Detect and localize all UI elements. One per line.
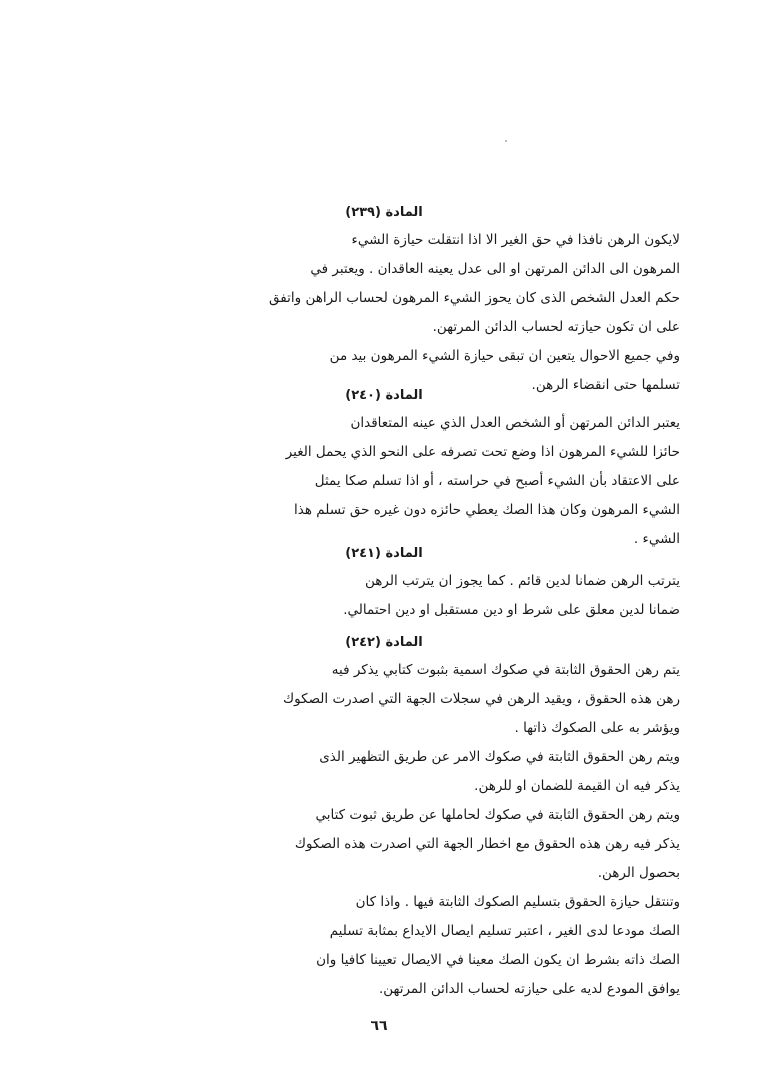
article-240 [88,383,680,554]
text-line: يذكر فيه ان القيمة للضمان او للرهن. [474,778,680,794]
text-line: لايكون الرهن نافذا في حق الغير الا اذا انتقلت حيازة الشيء [351,232,680,248]
text-line: ويتم رهن الحقوق الثابتة في صكوك الامر عن طريق التظهير الذى [319,749,680,765]
text-line: ويتم رهن الحقوق الثابتة في صكوك لحاملها عن طريق ثبوت كتابي [315,807,680,823]
text-line: يذكر فيه رهن هذه الحقوق مع اخطار الجهة التي اصدرت هذه الصكوك [294,836,680,852]
text-line: ضمانا لدين معلق على شرط او دين مستقبل او دين احتمالي. [343,602,680,618]
text-line: يتم رهن الحقوق الثابتة في صكوك اسمية بثبوت كتابي يذكر فيه [331,662,680,678]
text-line: الشيء . [633,531,680,547]
article-heading: المادة (٢٤٢) [345,635,423,650]
scan-speck [505,140,507,142]
text-line: على ان تكون حيازته لحساب الدائن المرتهن. [432,319,680,335]
article-heading: المادة (٢٤١) [345,546,423,561]
text-line: يوافق المودع لديه على حيازته لحساب الدائن المرتهن. [378,981,680,997]
article-239 [88,200,680,400]
text-line: حكم العدل الشخص الذى كان يحوز الشيء المرهون لحساب الراهن واتفق [269,290,680,306]
article-242 [88,630,680,1004]
text-line: حائزا للشيء المرهون اذا وضع تحت تصرفه على النحو الذي يحمل الغير [285,444,680,460]
text-line: ويؤشر به على الصكوك ذاتها . [514,720,680,736]
text-line: بحصول الرهن. [597,865,680,881]
page-number: ٦٦ [370,1018,388,1034]
text-line: وفي جميع الاحوال يتعين ان تبقى حيازة الشيء المرهون بيد من [329,348,680,364]
article-241 [88,541,680,625]
text-line: الشيء المرهون وكان هذا الصك يعطي حائزه دون غيره حق تسلم هذا [294,502,680,518]
text-line: الصك مودعا لدى الغير ، اعتبر تسليم ايصال الايداع بمثابة تسليم [329,923,680,939]
text-line: المرهون الى الدائن المرتهن او الى عدل يعينه العاقدان . ويعتبر في [310,261,680,277]
text-line: على الاعتقاد بأن الشيء أصبح في حراسته ، أو اذا تسلم صكا يمثل [314,473,680,489]
article-heading: المادة (٢٤٠) [345,388,423,403]
text-line: وتنتقل حيازة الحقوق بتسليم الصكوك الثابتة فيها . واذا كان [355,894,680,910]
text-line: يعتبر الدائن المرتهن أو الشخص العدل الذي عينه المتعاقدان [350,415,680,431]
text-line: يترتب الرهن ضمانا لدين قائم . كما يجوز ان يترتب الرهن [365,573,680,589]
text-line: تسلمها حتى انقضاء الرهن. [531,377,680,393]
text-line: رهن هذه الحقوق ، ويقيد الرهن في سجلات الجهة التي اصدرت الصكوك [283,691,680,707]
text-line: الصك ذاته بشرط ان يكون الصك معينا في الايصال تعيينا كافيا وان [316,952,680,968]
article-heading: المادة (٢٣٩) [345,205,423,220]
